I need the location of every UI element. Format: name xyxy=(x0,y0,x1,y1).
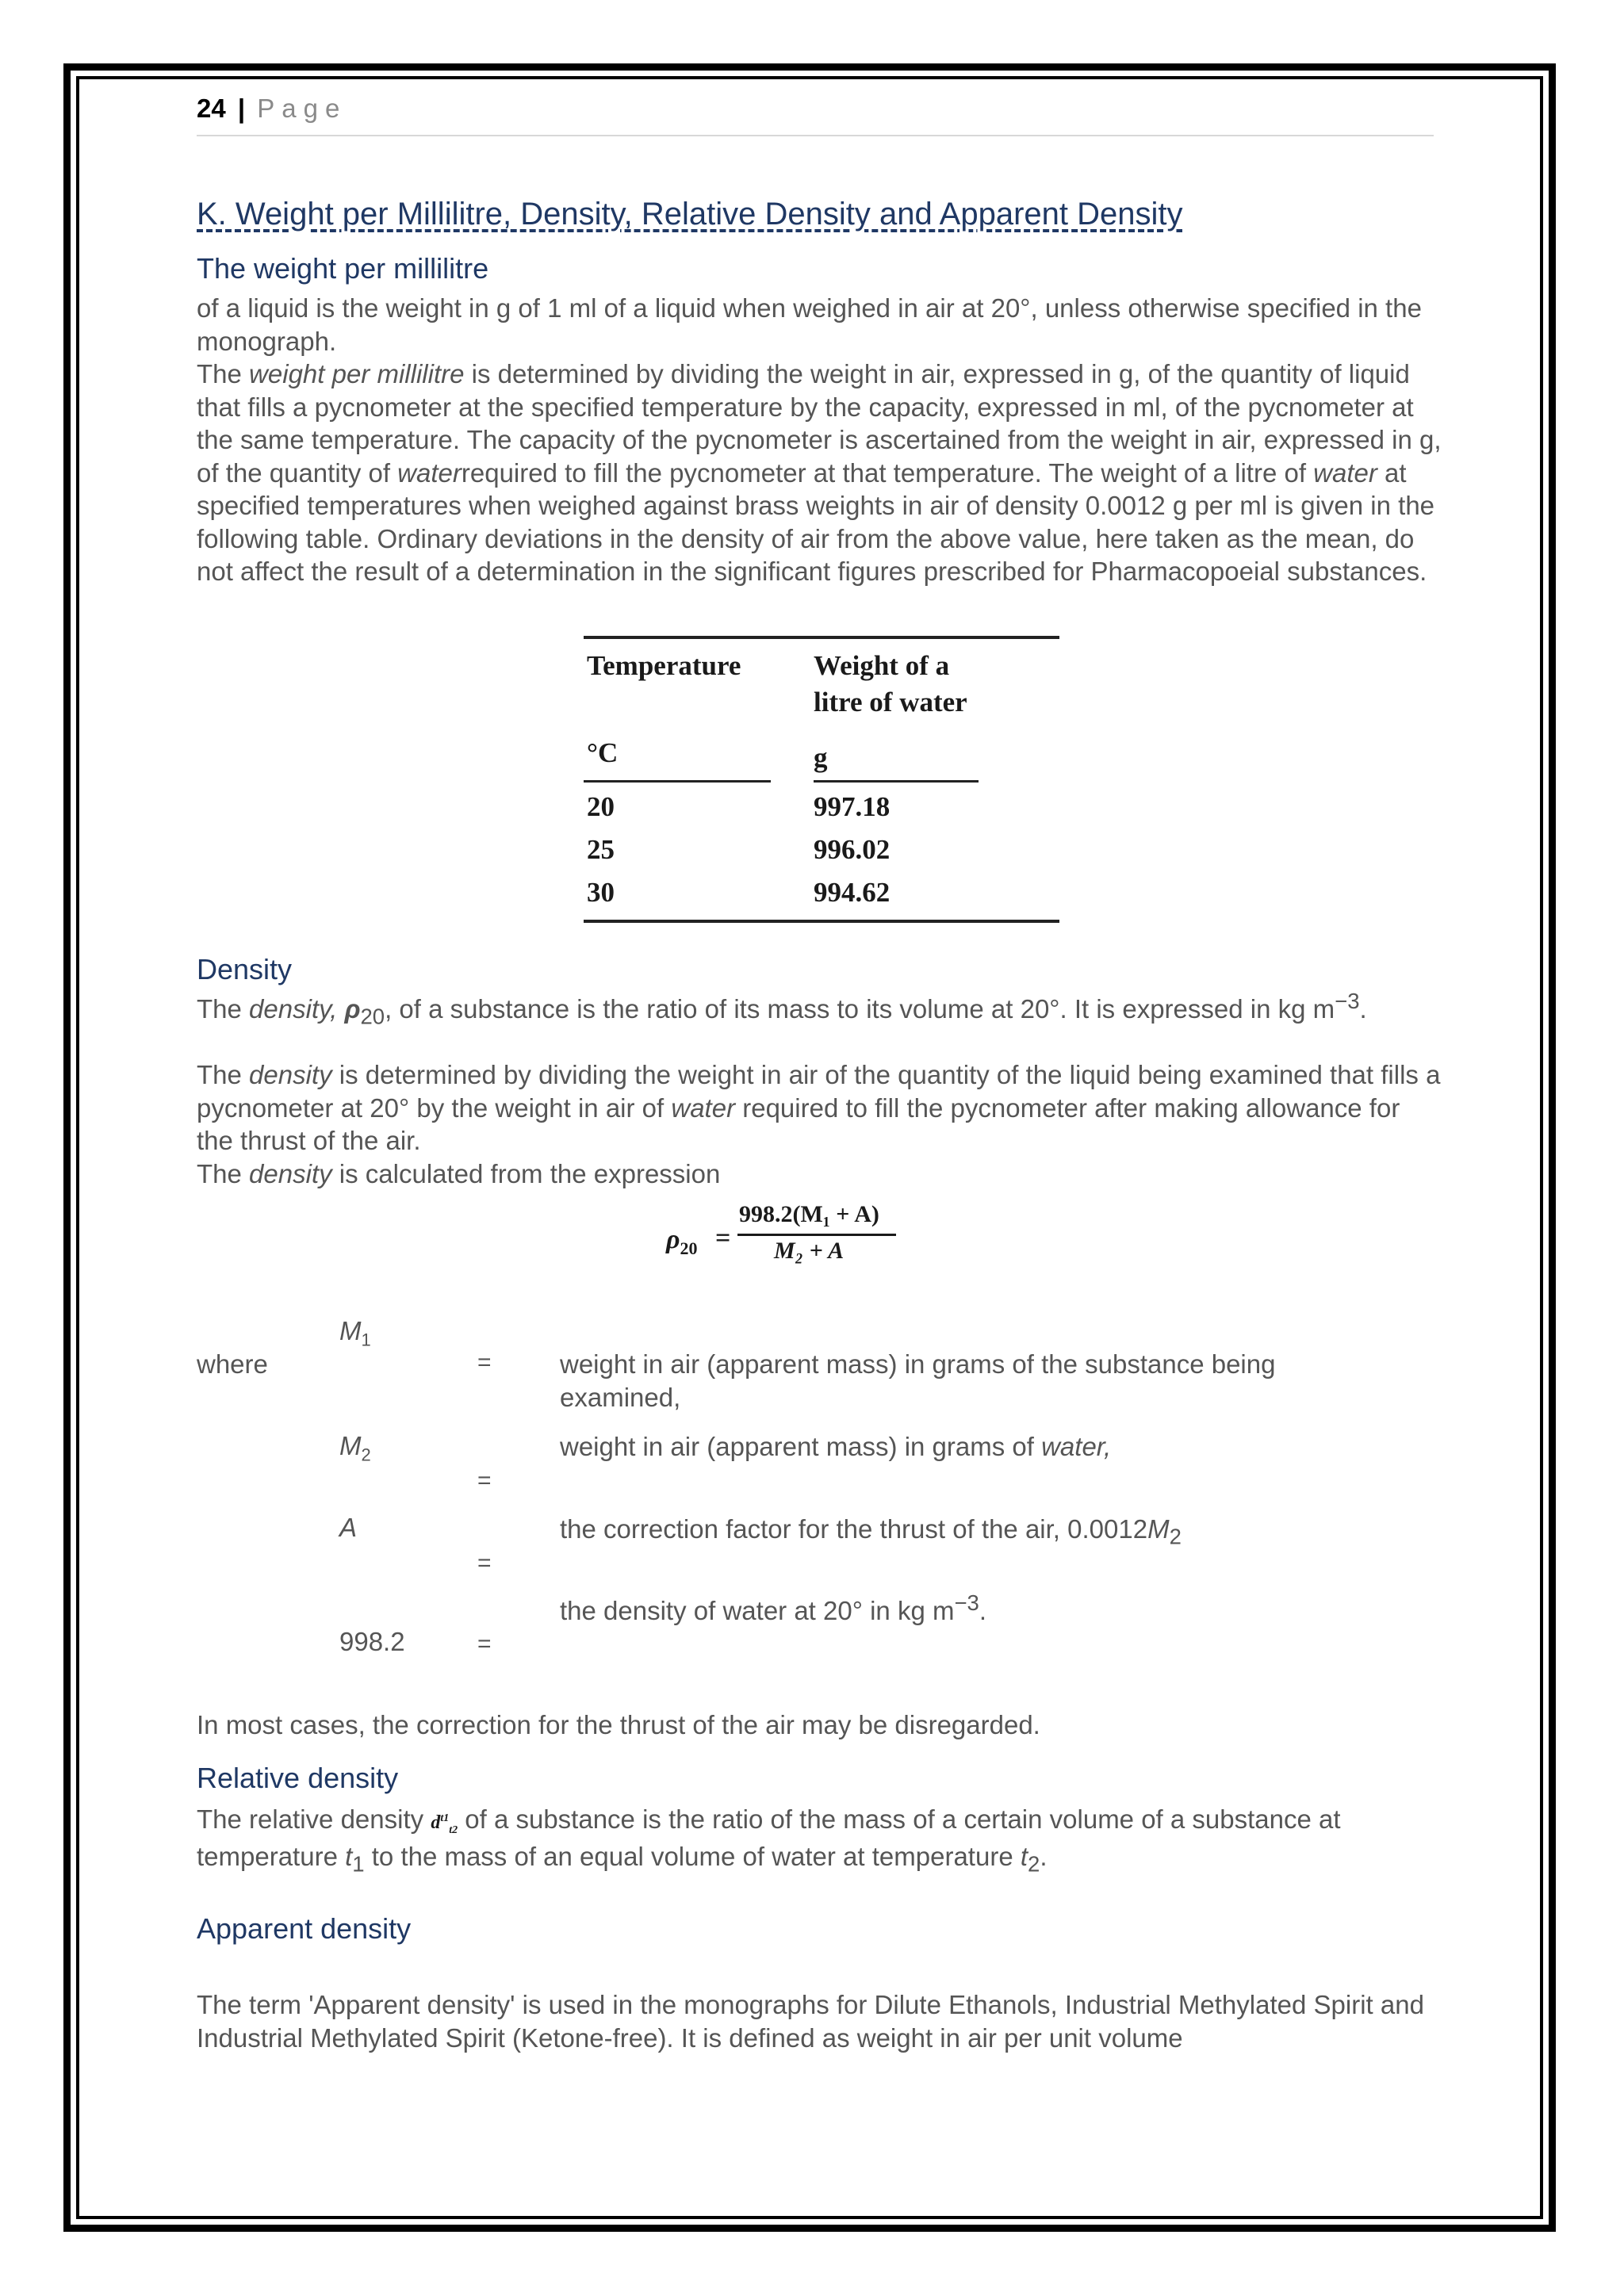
apparent-density-heading: Apparent density xyxy=(197,1912,412,1945)
page-number: 24 xyxy=(197,94,226,123)
formula-equals: = xyxy=(715,1223,731,1253)
subscript: 2 xyxy=(361,1445,371,1465)
italic-run: t xyxy=(345,1841,353,1871)
italic-run: density xyxy=(249,1060,332,1089)
table-row-temp: 20 xyxy=(587,791,615,822)
text-run: is determined by dividing the weight in air of the quantity of the liquid being examined that fills a pycnometer at 20° by the weight in air of xyxy=(197,1060,1441,1123)
table-top-rule xyxy=(584,636,1059,639)
relative-density-heading: Relative density xyxy=(197,1762,399,1794)
table-row-weight: 996.02 xyxy=(814,834,891,865)
equals-sign: = xyxy=(477,1349,492,1376)
table-unit-celsius: °C xyxy=(587,737,619,768)
subscript: 1 xyxy=(361,1330,371,1350)
weight-per-ml-para2 xyxy=(197,358,1442,588)
superscript: −3 xyxy=(1335,989,1360,1013)
symbol-998-2: 998.2 xyxy=(339,1627,405,1656)
text-run: weight in air (apparent mass) in grams of xyxy=(560,1432,1042,1461)
formula-denominator: M₂ + A xyxy=(774,1238,845,1264)
subscript: 20 xyxy=(360,1004,385,1029)
formula-rho: ρ xyxy=(666,1225,680,1254)
table-unit-rule-left xyxy=(584,780,771,783)
italic-run: weight per millilitre xyxy=(249,359,465,388)
text-run: is calculated from the expression xyxy=(331,1159,721,1188)
symbol-letter: M xyxy=(339,1316,362,1345)
rho-symbol: ρ xyxy=(344,994,361,1024)
text-run: . xyxy=(1040,1841,1048,1871)
table-unit-rule-right xyxy=(814,780,979,783)
formula-fraction-bar xyxy=(737,1234,896,1236)
symbol-m1 xyxy=(339,1316,371,1350)
italic-run: M xyxy=(1147,1514,1170,1544)
equals-sign: = xyxy=(477,1550,492,1576)
weight-per-ml-para1: of a liquid is the weight in g of 1 ml of a liquid when weighed in air at 20°, unless otherwise specified in the monograph. xyxy=(197,293,1422,356)
apparent-density-para: The term 'Apparent density' is used in the monographs for Dilute Ethanols, Industrial Methylated Spirit and Industrial Methylated Spirit (Ketone-free). It is defined as weight in air per unit volume xyxy=(197,1990,1424,2053)
equals-sign: = xyxy=(477,1631,492,1657)
definition-water-density xyxy=(560,1590,1392,1628)
equals-sign: = xyxy=(477,1468,492,1494)
weight-per-ml-heading: The weight per millilitre xyxy=(197,252,489,285)
section-title: K. Weight per Millilitre, Density, Relative Density and Apparent Density xyxy=(197,197,1183,232)
text-run: required to fill the pycnometer at that temperature. The weight of a litre of xyxy=(461,457,1314,488)
symbol-letter: d xyxy=(431,1812,441,1833)
superscript: −3 xyxy=(954,1590,979,1615)
correction-note: In most cases, the correction for the thrust of the air may be disregarded. xyxy=(197,1710,1040,1739)
symbol-letter: M xyxy=(339,1431,362,1460)
text-run: , of a substance is the ratio of its mass to its volume at 20°. It is expressed in kg m xyxy=(385,994,1335,1024)
text-run: at specified temperatures when weighed against brass weights in air of density 0.0012 g per ml is given in the following table. Ordinary deviations in the density of air from the above value, here taken as the mean, do not affect the result of a determination in the significant figures prescribed for Pharmacopoeial substances. xyxy=(197,457,1435,586)
text-run: required to fill the pycnometer after making allowance for the thrust of the air. xyxy=(197,1093,1400,1155)
subscript: 1 xyxy=(352,1851,365,1877)
italic-run: density, xyxy=(249,994,345,1024)
table-row-temp: 30 xyxy=(587,877,615,908)
text-run: to the mass of an equal volume of water at temperature xyxy=(364,1841,1021,1871)
italic-run: water xyxy=(671,1093,736,1123)
table-header-weight-line1: Weight of a xyxy=(814,650,950,681)
table-unit-grams: g xyxy=(814,742,828,773)
text-run: . xyxy=(979,1596,986,1625)
text-run: The xyxy=(197,994,250,1024)
definition-m2 xyxy=(560,1430,1392,1464)
text-run: The xyxy=(197,359,250,388)
italic-run: water xyxy=(1313,457,1377,488)
formula-lhs xyxy=(666,1225,698,1258)
text-run: . xyxy=(1359,994,1367,1024)
text-run: The relative density xyxy=(197,1804,431,1834)
superscript: t1 xyxy=(440,1812,450,1824)
text-run: the correction factor for the thrust of the air, 0.0012 xyxy=(560,1514,1148,1544)
page-header xyxy=(197,94,1434,136)
table-header-weight-line2: litre of water xyxy=(814,687,967,718)
italic-run: t xyxy=(1020,1841,1028,1871)
table-row-weight: 997.18 xyxy=(814,791,891,822)
density-para1 xyxy=(197,989,1442,1029)
definition-a xyxy=(560,1513,1392,1549)
water-weight-table xyxy=(584,636,1059,928)
where-label: where xyxy=(197,1349,268,1379)
symbol-m2 xyxy=(339,1431,371,1465)
page-word: Page xyxy=(257,94,347,123)
table-header-temperature: Temperature xyxy=(587,650,741,681)
header-separator: | xyxy=(237,94,246,123)
text-run: of a substance is the ratio of the mass of a certain volume of a substance at temperature xyxy=(197,1804,1341,1871)
density-heading: Density xyxy=(197,953,293,985)
relative-density-para xyxy=(197,1803,1442,1877)
text-run: The xyxy=(197,1159,250,1188)
table-row-weight: 994.62 xyxy=(814,877,891,908)
subscript: t2 xyxy=(449,1823,458,1836)
table-bottom-rule xyxy=(584,920,1059,923)
formula-numerator: 998.2(M₁ + A) xyxy=(739,1201,879,1227)
density-para3 xyxy=(197,1158,1442,1191)
subscript: 2 xyxy=(1169,1524,1182,1549)
table-row-temp: 25 xyxy=(587,834,615,865)
italic-run: water xyxy=(397,457,462,488)
density-formula xyxy=(666,1201,904,1272)
density-para2 xyxy=(197,1058,1442,1158)
formula-rho-sub: 20 xyxy=(680,1238,698,1258)
text-run: is determined by dividing the weight in air, expressed in g, of the quantity of liquid that fills a pycnometer at the specified temperature by the capacity, expressed in ml, of the pycnometer at the same temperature. The capacity of the pycnometer is ascertained from the weight in air, expressed in g, of the quantity of xyxy=(197,359,1442,488)
text-run: The xyxy=(197,1060,250,1089)
text-run: the density of water at 20° in kg m xyxy=(560,1596,955,1625)
italic-run: density xyxy=(249,1159,332,1188)
italic-run: water, xyxy=(1041,1432,1112,1461)
symbol-a: A xyxy=(339,1513,358,1542)
definition-m1: weight in air (apparent mass) in grams of the substance being examined, xyxy=(560,1349,1276,1412)
relative-density-symbol xyxy=(431,1812,458,1836)
subscript: 2 xyxy=(1028,1851,1040,1877)
